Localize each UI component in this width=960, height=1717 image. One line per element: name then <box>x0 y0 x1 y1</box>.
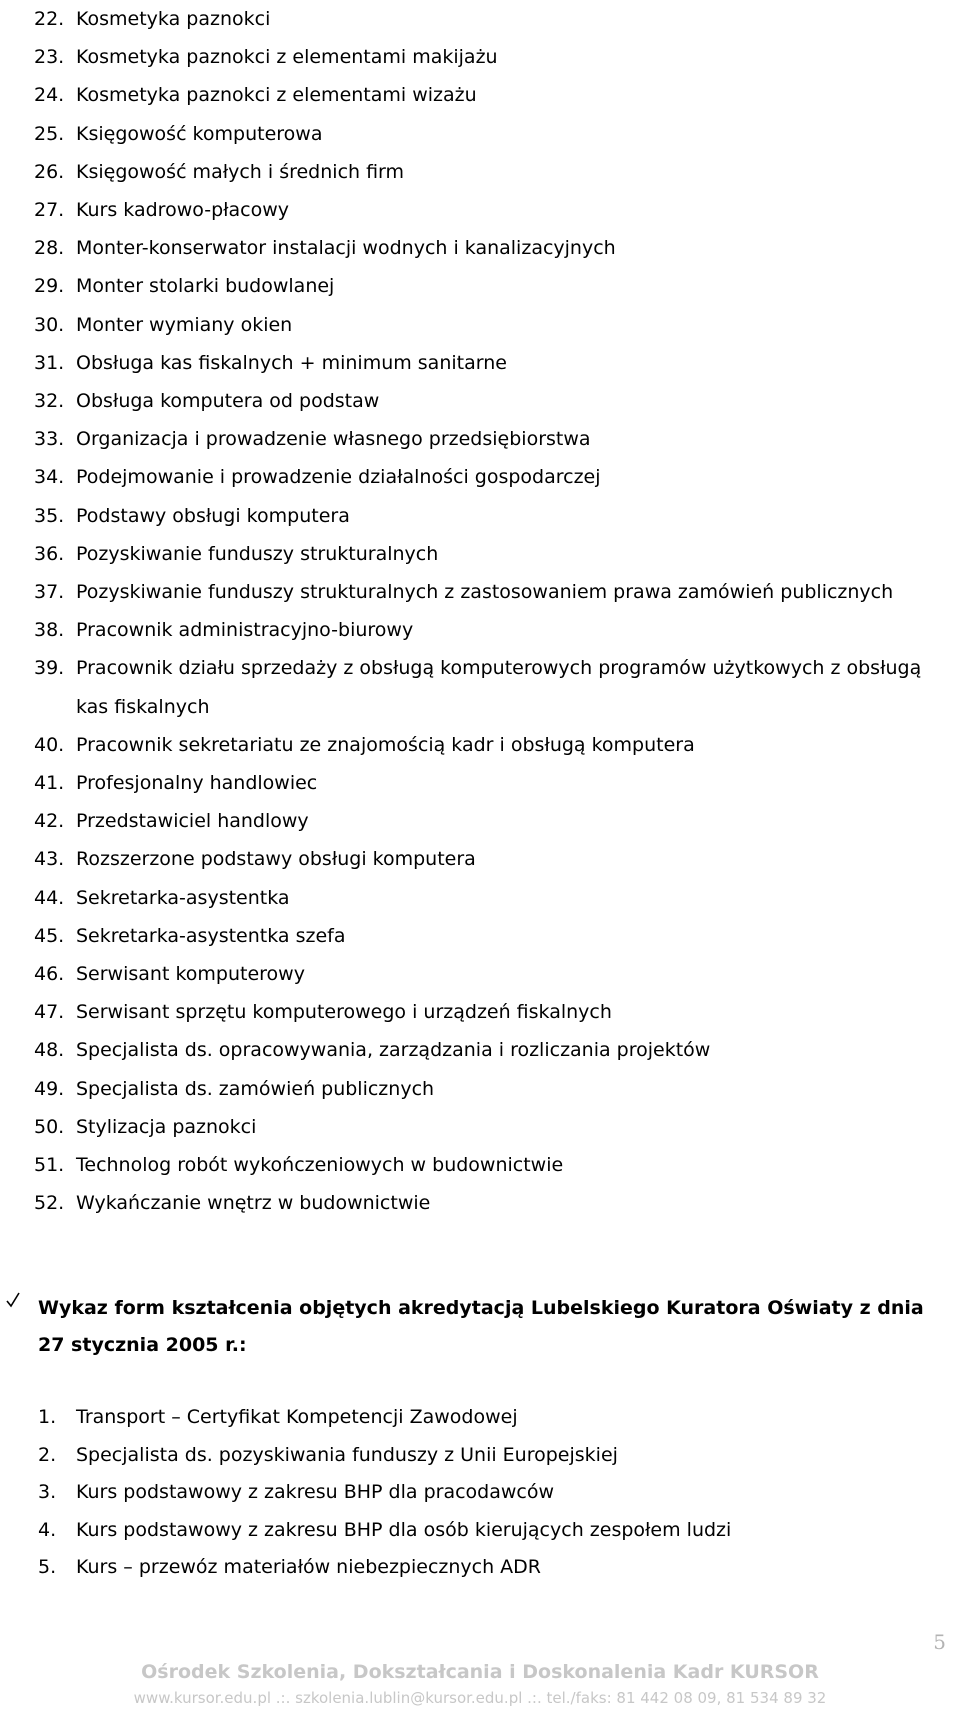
list-item-text: Specjalista ds. opracowywania, zarządzania i rozliczania projektów <box>76 1039 711 1062</box>
list-item-number: 2. <box>38 1443 57 1466</box>
list-item-number: 51. <box>34 1154 65 1177</box>
list-item-text: Rozszerzone podstawy obsługi komputera <box>76 848 476 871</box>
list-item-text: Pracownik sekretariatu ze znajomością kadr i obsługą komputera <box>76 733 695 756</box>
list-item <box>34 764 936 802</box>
list-item <box>38 1549 731 1587</box>
list-item <box>34 76 936 114</box>
list-item-text: Monter stolarki budowlanej <box>76 275 335 298</box>
course-list <box>34 0 936 1223</box>
list-item-number: 49. <box>34 1077 65 1100</box>
list-item-number: 32. <box>34 390 65 413</box>
list-item-number: 47. <box>34 1001 65 1024</box>
list-item-text: Księgowość komputerowa <box>76 122 323 145</box>
list-item-text: Transport – Certyfikat Kompetencji Zawodowej <box>76 1406 518 1428</box>
list-item <box>34 38 936 76</box>
list-item-text: Specjalista ds. zamówień publicznych <box>76 1077 435 1100</box>
list-item-number: 46. <box>34 963 65 986</box>
list-item-number: 44. <box>34 886 65 909</box>
list-item-text: Kosmetyka paznokci z elementami makijażu <box>76 46 498 69</box>
list-item-text: Serwisant komputerowy <box>76 963 305 986</box>
list-item <box>34 726 936 764</box>
list-item-number: 1. <box>38 1406 57 1428</box>
list-item <box>34 1146 936 1184</box>
list-item-number: 31. <box>34 351 65 374</box>
list-item <box>34 191 936 229</box>
list-item-number: 35. <box>34 504 65 527</box>
list-item-text: Monter wymiany okien <box>76 313 293 336</box>
list-item-text: Technolog robót wykończeniowych w budownictwie <box>76 1154 564 1177</box>
footer-contact: www.kursor.edu.pl .:. szkolenia.lublin@kursor.edu.pl .:. tel./faks: 81 442 08 09, 81 534 89 32 <box>133 1689 827 1707</box>
list-item-text: Stylizacja paznokci <box>76 1115 257 1138</box>
list-item <box>34 955 936 993</box>
list-item <box>34 802 936 840</box>
list-item-text: Kurs kadrowo-płacowy <box>76 199 290 222</box>
list-item <box>38 1512 731 1550</box>
list-item <box>34 267 936 305</box>
list-item-text: Kosmetyka paznokci z elementami wizażu <box>76 84 477 107</box>
list-item-number: 30. <box>34 313 65 336</box>
list-item-text: Podstawy obsługi komputera <box>76 504 350 527</box>
list-item <box>34 1108 936 1146</box>
list-item-text: Kurs podstawowy z zakresu BHP dla pracodawców <box>76 1481 555 1503</box>
list-item-text: Księgowość małych i średnich firm <box>76 160 405 183</box>
list-item <box>34 917 936 955</box>
list-item-number: 25. <box>34 122 65 145</box>
list-item-text: Organizacja i prowadzenie własnego przedsiębiorstwa <box>76 428 591 451</box>
list-item-text: Profesjonalny handlowiec <box>76 772 318 795</box>
list-item <box>34 993 936 1031</box>
list-item <box>38 1474 731 1512</box>
list-item <box>34 0 936 38</box>
list-item-text: Kurs podstawowy z zakresu BHP dla osób kierujących zespołem ludzi <box>76 1518 732 1541</box>
list-item-text: Obsługa kas fiskalnych + minimum sanitarne <box>76 351 507 374</box>
list-item-text: Obsługa komputera od podstaw <box>76 390 380 413</box>
list-item-number: 23. <box>34 46 65 69</box>
list-item-number: 37. <box>34 581 65 604</box>
checkmark-icon <box>6 1291 20 1309</box>
list-item <box>34 229 936 267</box>
list-item-text: Kurs – przewóz materiałów niebezpiecznych ADR <box>76 1556 542 1578</box>
list-item-text: Pracownik działu sprzedaży z obsługą komputerowych programów użytkowych z obsługą kas fiskalnych <box>76 657 922 718</box>
list-item-text: Kosmetyka paznokci <box>76 8 271 30</box>
list-item-text: Specjalista ds. pozyskiwania funduszy z Unii Europejskiej <box>76 1443 618 1466</box>
list-item <box>38 1437 731 1475</box>
list-item-text: Sekretarka-asystentka <box>76 886 290 909</box>
list-item <box>34 344 936 382</box>
list-item-text: Sekretarka-asystentka szefa <box>76 924 346 947</box>
list-item <box>34 611 936 649</box>
list-item-number: 5. <box>38 1556 57 1578</box>
list-item-number: 34. <box>34 466 65 489</box>
list-item-number: 28. <box>34 237 65 260</box>
list-item-number: 24. <box>34 84 65 107</box>
list-item-text: Pozyskiwanie funduszy strukturalnych <box>76 542 439 565</box>
list-item-number: 26. <box>34 160 65 183</box>
list-item-number: 22. <box>34 8 65 30</box>
list-item-number: 41. <box>34 772 65 795</box>
list-item <box>34 382 936 420</box>
list-item-number: 36. <box>34 542 65 565</box>
list-item <box>34 458 936 496</box>
list-item <box>34 1184 936 1222</box>
list-item <box>34 840 936 878</box>
list-item <box>34 420 936 458</box>
list-item-number: 33. <box>34 428 65 451</box>
list-item-number: 45. <box>34 924 65 947</box>
list-item-number: 27. <box>34 199 65 222</box>
list-item-number: 40. <box>34 733 65 756</box>
list-item-text: Wykańczanie wnętrz w budownictwie <box>76 1192 431 1215</box>
list-item <box>34 497 936 535</box>
accreditation-heading: Wykaz form kształcenia objętych akredytacją Lubelskiego Kuratora Oświaty z dnia 27 stycznia 2005 r.: <box>38 1297 924 1356</box>
list-item-text: Pozyskiwanie funduszy strukturalnych z zastosowaniem prawa zamówień publicznych <box>76 581 894 604</box>
list-item-number: 38. <box>34 619 65 642</box>
list-item-number: 29. <box>34 275 65 298</box>
list-item <box>34 879 936 917</box>
list-item <box>38 1399 731 1437</box>
list-item-number: 52. <box>34 1192 65 1215</box>
list-item <box>34 1070 936 1108</box>
list-item-number: 42. <box>34 810 65 833</box>
list-item-number: 48. <box>34 1039 65 1062</box>
list-item <box>34 306 936 344</box>
list-item <box>34 115 936 153</box>
footer-organization: Ośrodek Szkolenia, Dokształcania i Doskonalenia Kadr KURSOR <box>141 1661 819 1683</box>
list-item <box>34 153 936 191</box>
list-item-number: 43. <box>34 848 65 871</box>
list-item-number: 4. <box>38 1518 57 1541</box>
list-item-text: Pracownik administracyjno-biurowy <box>76 619 414 642</box>
list-item-text: Podejmowanie i prowadzenie działalności gospodarczej <box>76 466 601 489</box>
list-item-number: 50. <box>34 1115 65 1138</box>
list-item <box>34 649 936 725</box>
list-item-text: Serwisant sprzętu komputerowego i urządzeń fiskalnych <box>76 1001 612 1024</box>
accreditation-list <box>38 1399 731 1587</box>
list-item <box>34 573 936 611</box>
list-item-text: Przedstawiciel handlowy <box>76 810 309 833</box>
list-item <box>34 1031 936 1069</box>
page-number: 5 <box>933 1630 946 1654</box>
list-item-number: 39. <box>34 657 65 680</box>
list-item-number: 3. <box>38 1481 57 1503</box>
list-item-text: Monter-konserwator instalacji wodnych i kanalizacyjnych <box>76 237 616 260</box>
list-item <box>34 535 936 573</box>
